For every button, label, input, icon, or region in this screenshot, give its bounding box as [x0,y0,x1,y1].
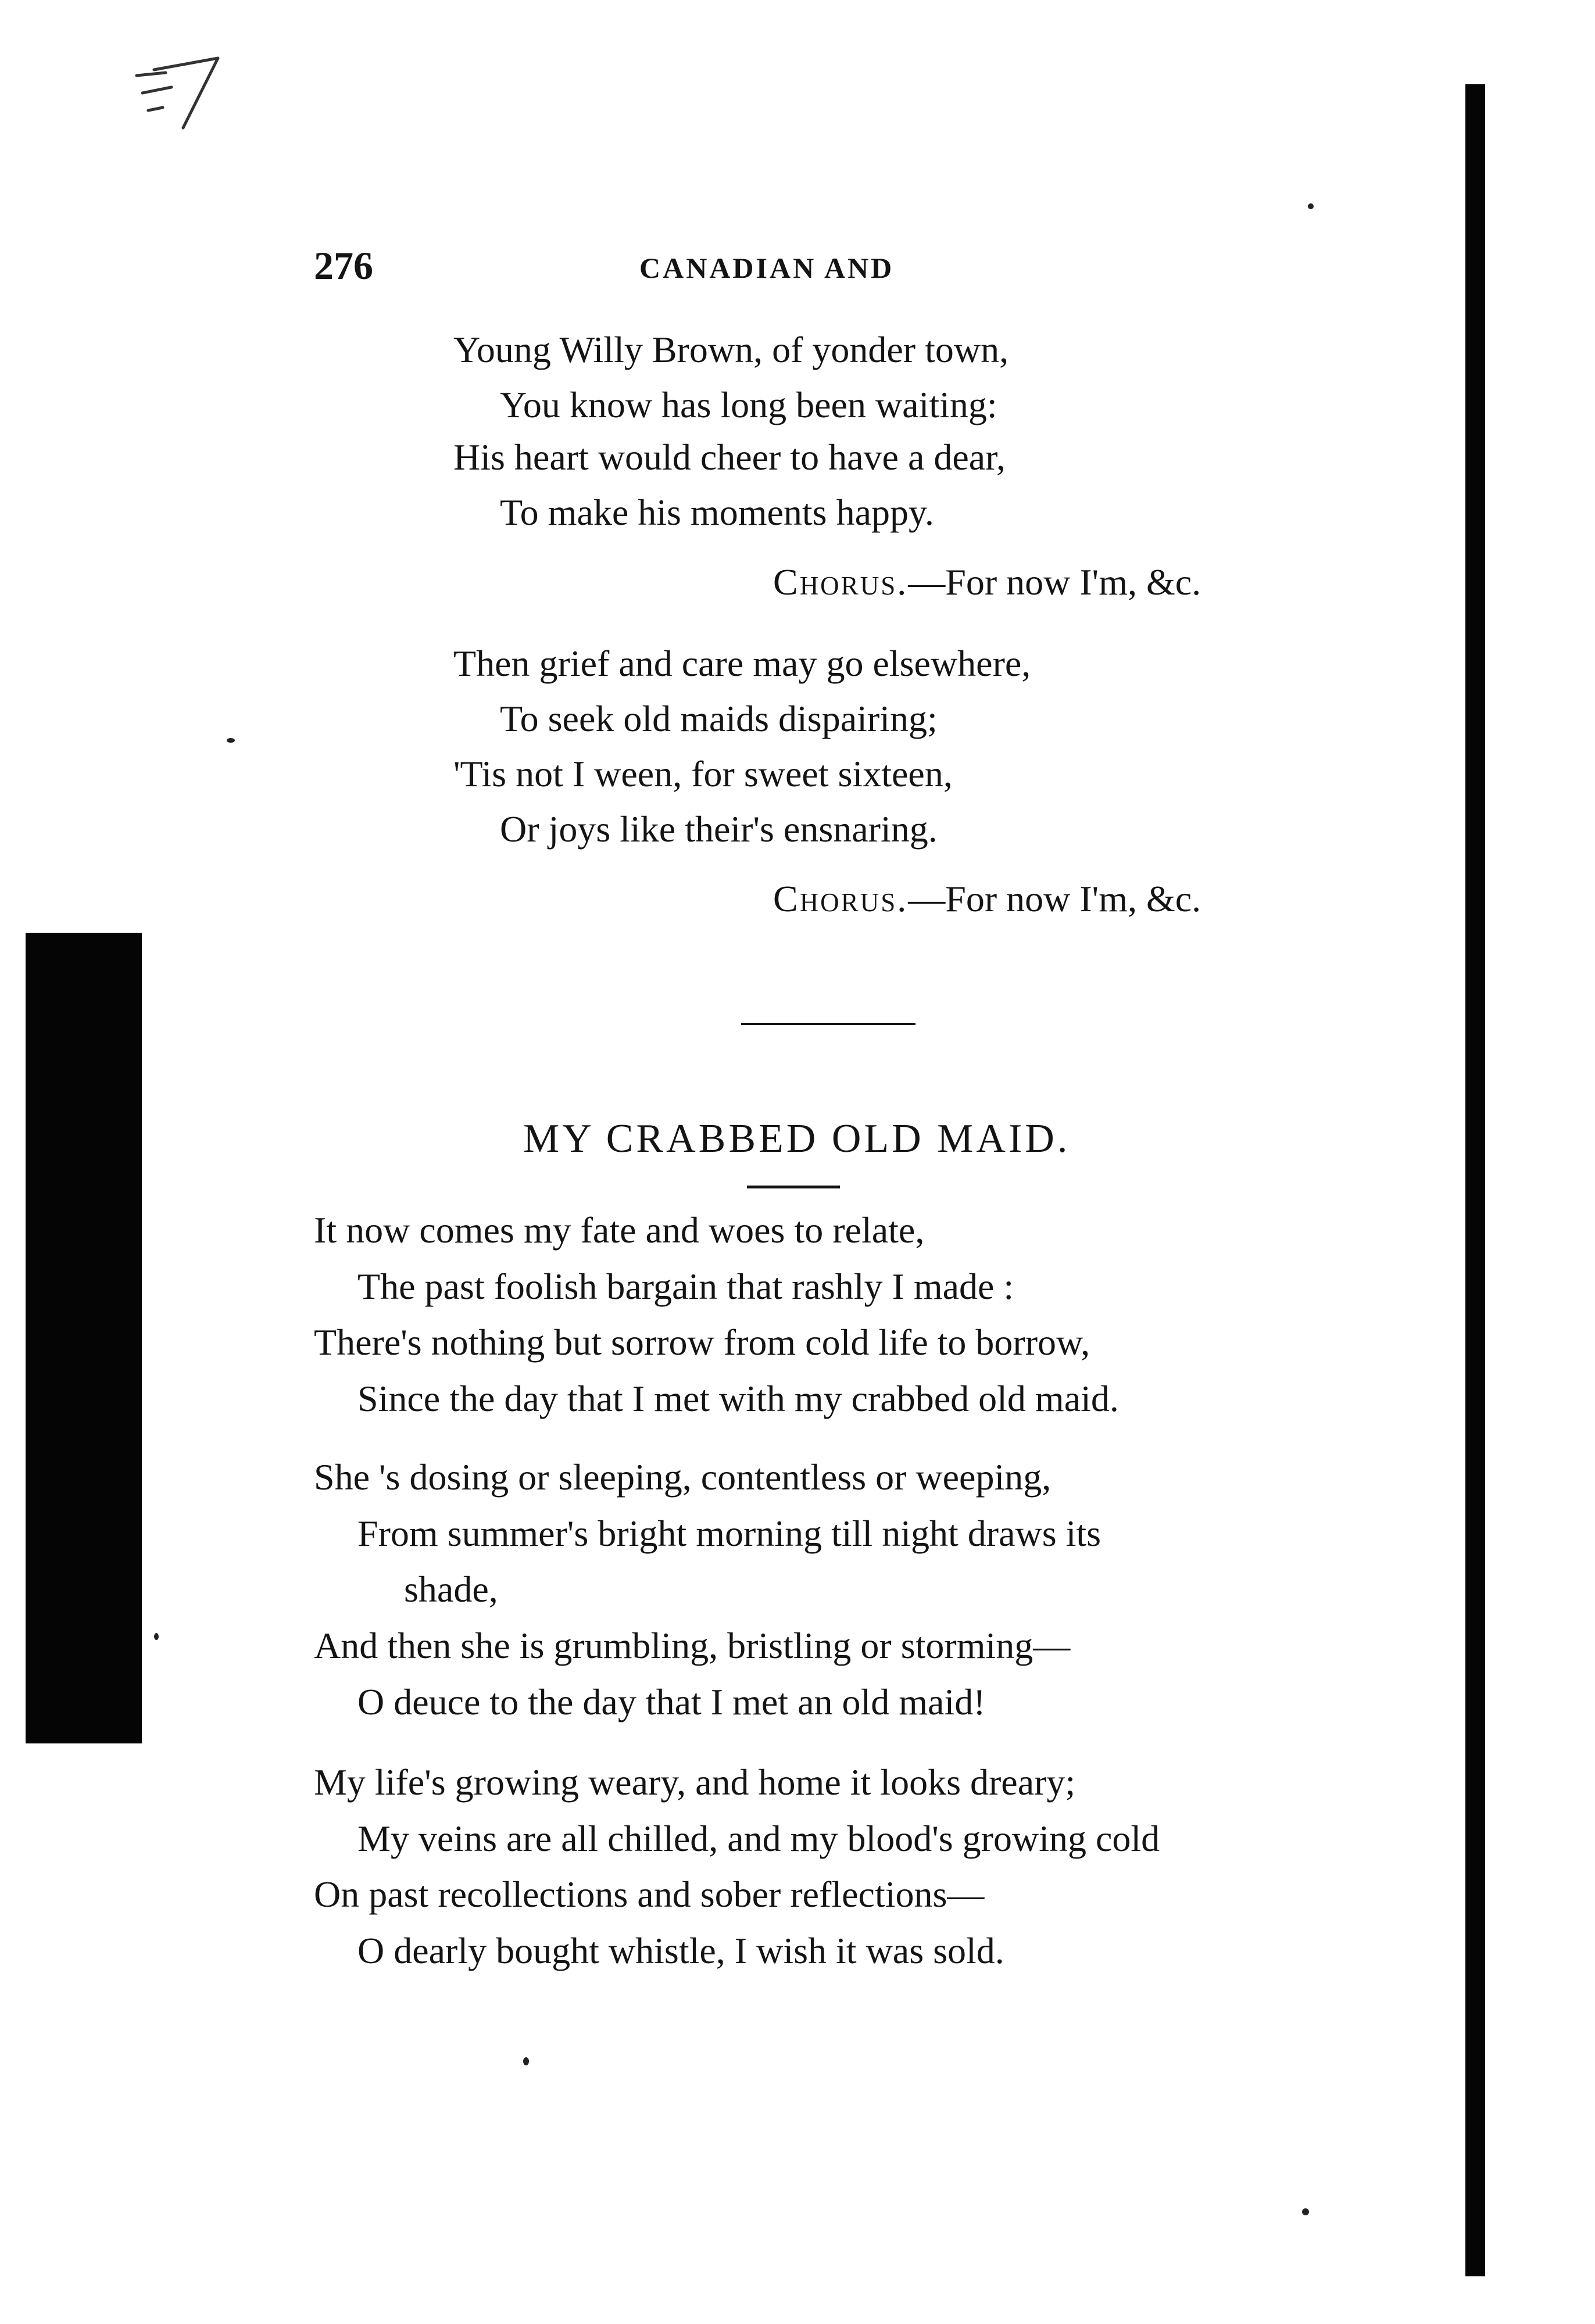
pencil-scribble-mark [131,52,235,139]
song-title: MY CRABBED OLD MAID. [523,1116,1071,1161]
chorus-text: —For now I'm, &c. [908,878,1201,919]
scan-speck [523,2057,529,2065]
verse-line: To seek old maids dispairing; [500,698,938,739]
verse-line: On past recollections and sober reflections— [314,1874,985,1915]
scan-edge-bar-right [1465,84,1485,2276]
verse-line: To make his moments happy. [500,492,934,533]
verse-line: From summer's bright morning till night draws its [357,1513,1102,1554]
verse-line: O deuce to the day that I met an old maid! [357,1681,986,1723]
verse-line: My life's growing weary, and home it looks dreary; [314,1761,1076,1803]
scan-speck [1308,203,1314,209]
title-underline [747,1186,840,1188]
running-head: CANADIAN AND [639,252,895,284]
page-header [314,243,1360,295]
scan-speck [1302,2208,1309,2215]
scan-speck [154,1633,159,1640]
verse-line: Then grief and care may go elsewhere, [453,643,1031,684]
chorus-line [773,880,1201,918]
chorus-text: —For now I'm, &c. [908,561,1201,603]
verse-line: There's nothing but sorrow from cold life to borrow, [314,1322,1090,1363]
verse-line: You know has long been waiting: [500,384,997,425]
scan-edge-block-left [26,933,142,1743]
verse-line: And then she is grumbling, bristling or storming— [314,1625,1071,1666]
verse-line: shade, [404,1569,498,1610]
chorus-line [773,561,1201,603]
section-divider [741,1023,915,1025]
verse-line: Since the day that I met with my crabbed old maid. [357,1378,1119,1419]
verse-line: Young Willy Brown, of yonder town, [453,329,1009,370]
verse-line: 'Tis not I ween, for sweet sixteen, [453,753,953,794]
verse-line: She 's dosing or sleeping, contentless or weeping, [314,1456,1052,1498]
verse-line: My veins are all chilled, and my blood's growing cold [357,1818,1160,1859]
verse-line: It now comes my fate and woes to relate, [314,1209,925,1251]
page-number: 276 [314,243,373,288]
scan-speck [227,738,235,743]
verse-line: O dearly bought whistle, I wish it was sold. [357,1930,1004,1971]
verse-line: His heart would cheer to have a dear, [453,436,1006,478]
chorus-label: Chorus. [773,878,909,919]
chorus-label: Chorus. [773,561,909,603]
verse-line: The past foolish bargain that rashly I made : [357,1266,1014,1307]
verse-line: Or joys like their's ensnaring. [500,808,938,850]
